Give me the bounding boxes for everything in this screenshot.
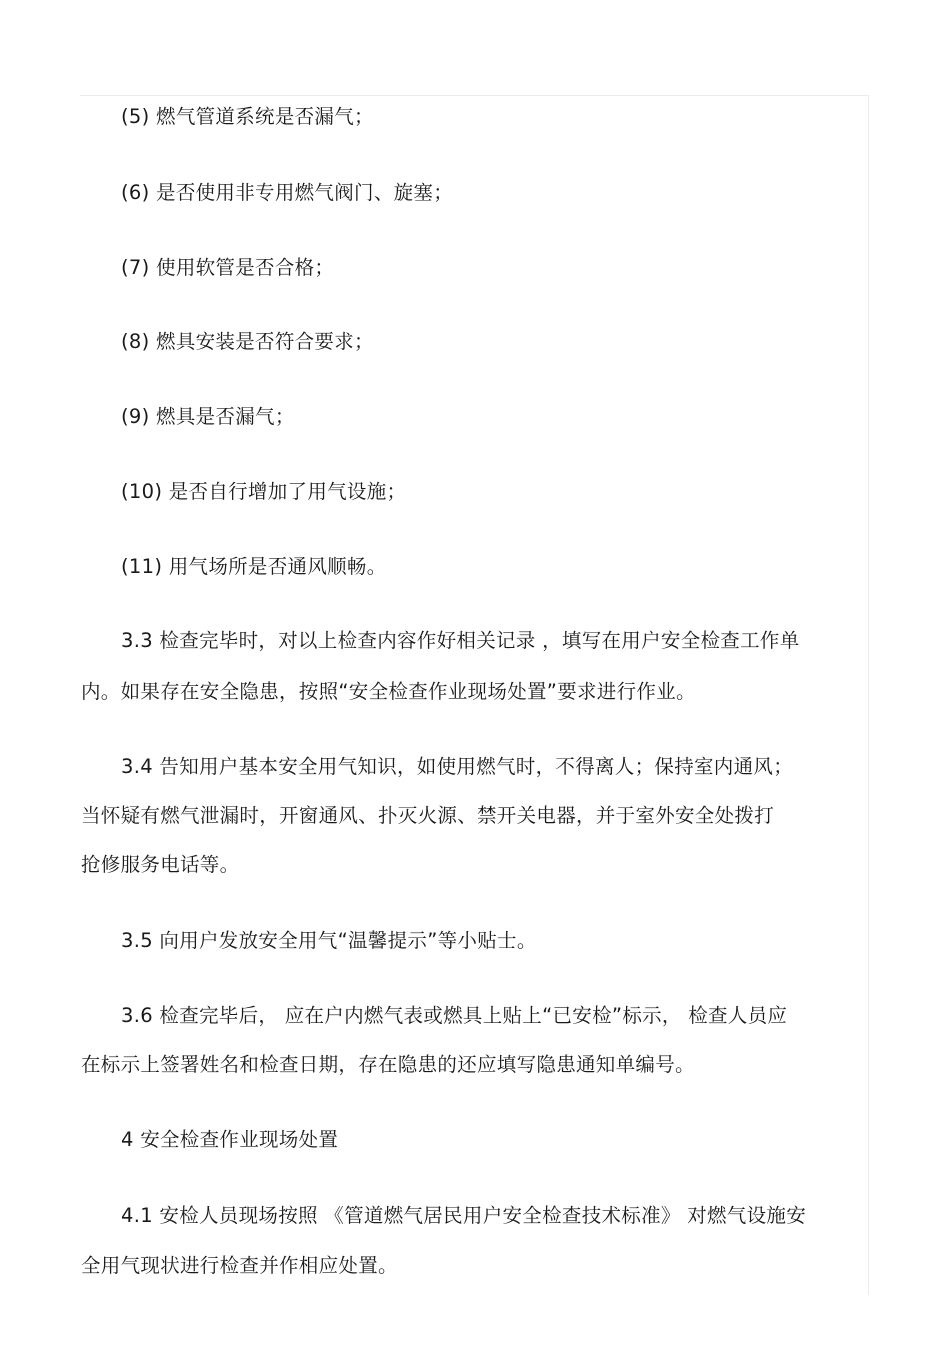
para-3-4-line-2: 当怀疑有燃气泄漏时，开窗通风、扑灭火源、禁开关电器，并于室外安全处拨打 [81,804,775,827]
para-3-3-line-1: 3.3 检查完毕时，对以上检查内容作好相关记录 ，填写在用户安全检查工作单 [121,629,800,652]
para-4-1-line-2: 全用气现状进行检查并作相应处置。 [81,1254,398,1277]
item-11: (11) 用气场所是否通风顺畅。 [121,555,387,578]
item-9: (9) 燃具是否漏气； [121,405,295,428]
para-3-4-line-1: 3.4 告知用户基本安全用气知识，如使用燃气时，不得离人；保持室内通风； [121,755,794,778]
item-5: (5) 燃气管道系统是否漏气； [121,105,374,128]
item-10: (10) 是否自行增加了用气设施； [121,480,407,503]
para-3-3-line-2: 内。如果存在安全隐患，按照“安全检查作业现场处置”要求进行作业。 [81,680,696,703]
para-3-6-line-2: 在标示上签署姓名和检查日期，存在隐患的还应填写隐患通知单编号。 [81,1053,695,1076]
item-6: (6) 是否使用非专用燃气阀门、旋塞； [121,181,454,204]
item-8: (8) 燃具安装是否符合要求； [121,330,374,353]
para-3-4-line-3: 抢修服务电话等。 [81,853,240,876]
para-3-5: 3.5 向用户发放安全用气“温馨提示”等小贴士。 [121,929,537,952]
section-4-heading: 4 安全检查作业现场处置 [121,1128,339,1151]
para-4-1-line-1: 4.1 安检人员现场按照 《管道燃气居民用户安全检查技术标准》 对燃气设施安 [121,1204,807,1227]
para-3-6-line-1: 3.6 检查完毕后， 应在户内燃气表或燃具上贴上“已安检”标示， 检查人员应 [121,1004,788,1027]
item-7: (7) 使用软管是否合格； [121,256,335,279]
